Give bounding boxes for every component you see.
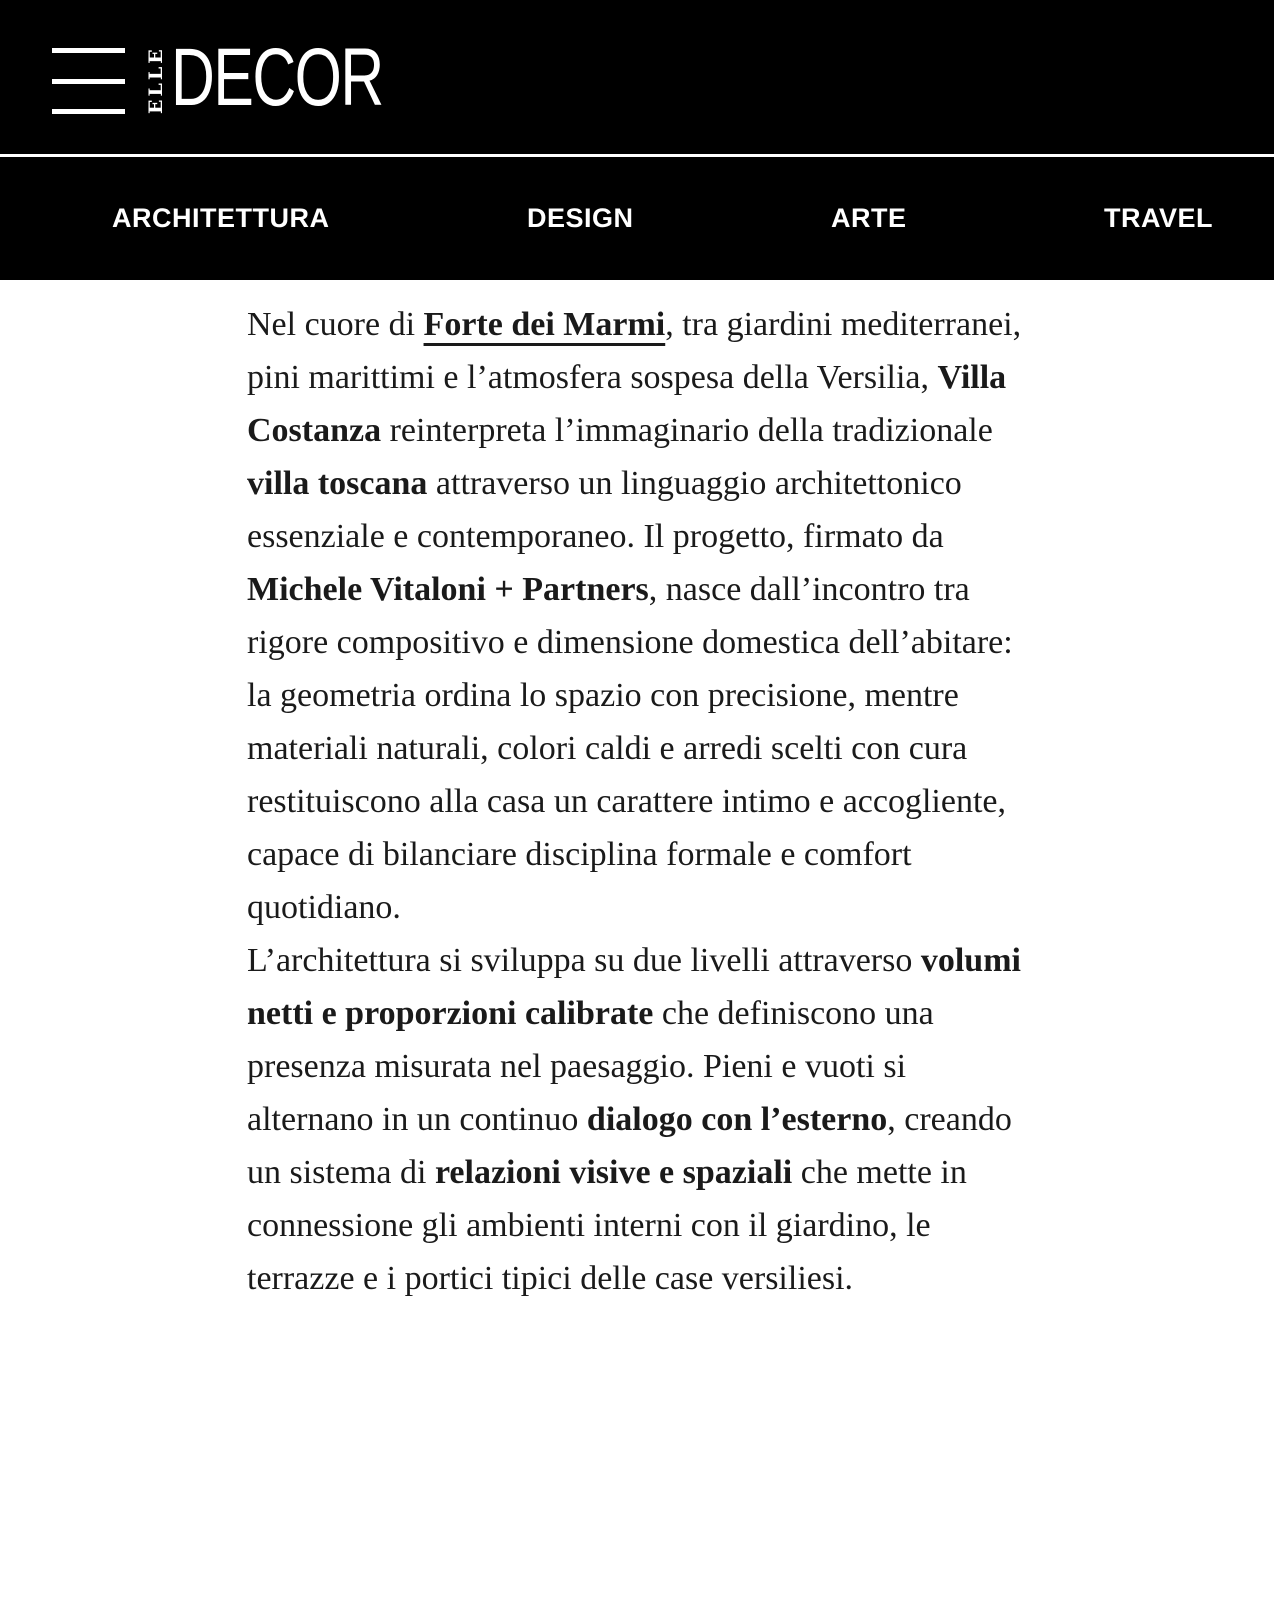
text-run: Villa Costanza [247,359,1007,449]
site-header [0,0,1274,154]
article-column [247,298,1027,1305]
text-run: Nel cuore di [247,306,424,343]
text-run: Michele Vitaloni + Partners [247,571,649,608]
text-run: dialogo con l’esterno [586,1101,888,1138]
article-paragraph [247,298,1027,934]
menu-button[interactable] [52,48,125,114]
text-run: volumi netti e proporzioni calibrate [247,942,1021,1032]
main-nav [0,157,1274,280]
text-run: villa toscana [247,465,428,502]
article-paragraph [247,934,1027,1305]
text-run: , creando un sistema di [247,1101,1012,1191]
nav-item-design[interactable]: DESIGN [526,203,634,233]
hamburger-icon [52,79,125,84]
decor-logo: DECOR [170,32,383,123]
hamburger-icon [52,48,125,53]
inline-link[interactable]: Forte dei Marmi [423,306,666,343]
nav-item-travel[interactable]: TRAVEL [1103,203,1213,233]
brand-logo[interactable] [145,32,457,123]
text-run: che mette in connessione gli ambienti interni con il giardino, le terrazze e i portici tipici delle case versiliesi. [247,1154,967,1297]
hamburger-icon [52,109,125,114]
text-run: che definiscono una presenza misurata nel paesaggio. Pieni e vuoti si alternano in un continuo [247,995,934,1138]
text-run: attraverso un linguaggio architettonico essenziale e contemporaneo. Il progetto, firmato da [247,465,962,555]
nav-item-arte[interactable]: ARTE [830,203,907,233]
text-run: reinterpreta l’immaginario della tradizionale [381,412,993,449]
text-run: relazioni visive e spaziali [434,1154,793,1191]
article-body [0,280,1274,1335]
elle-vertical-logo: ELLE [145,46,167,114]
text-run: , tra giardini mediterranei, pini marittimi e l’atmosfera sospesa della Versilia, [247,306,1022,396]
text-run: , nasce dall’incontro tra rigore compositivo e dimensione domestica dell’abitare: la geometria ordina lo spazio con precisione, mentre materiali naturali, colori caldi e arredi scelti con cura restituiscono alla casa un carattere intimo e accogliente, capace di bilanciare disciplina formale e comfort quotidiano. [247,571,1013,926]
nav-item-architettura[interactable]: ARCHITETTURA [112,203,330,233]
text-run: L’architettura si sviluppa su due livelli attraverso [247,942,921,979]
